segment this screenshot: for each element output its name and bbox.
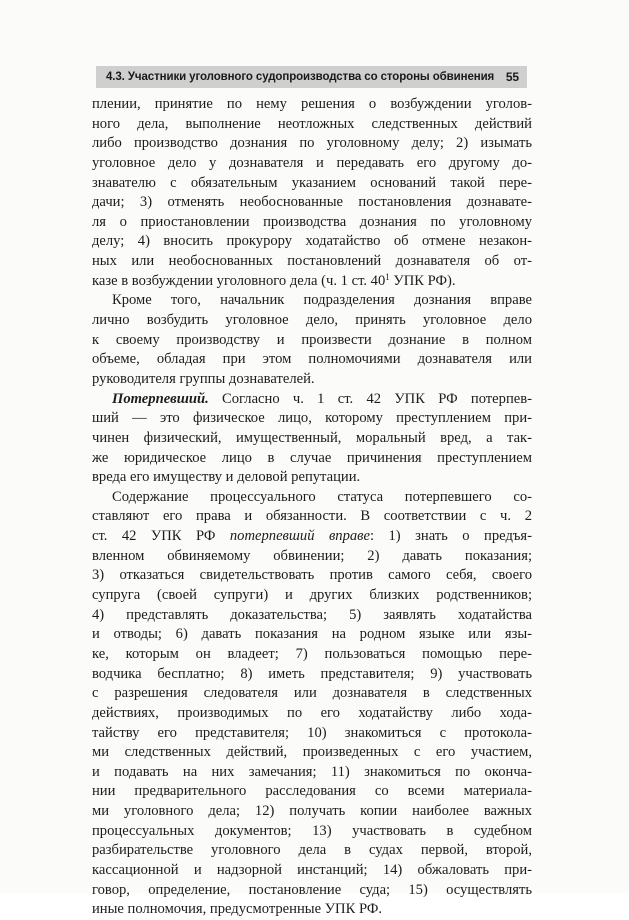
text-line: кассационной и надзорной инстанций; 14) обжаловать при-: [92, 861, 532, 878]
text-line: объеме, обладая при этом полномочиями дознавателя или: [92, 351, 532, 368]
text-line: водчика бесплатно; 8) иметь представителя; 9) участвовать: [92, 665, 532, 682]
text-line: иные полномочия, предусмотренные УПК РФ.: [92, 901, 383, 918]
text-line: супруга (своей супруги) и других близких родственников;: [92, 587, 532, 604]
text-line: говор, определение, постановление суда; 15) осуществлять: [92, 881, 532, 898]
text-line: вленном обвиняемому обвинении; 2) давать показания;: [92, 547, 532, 564]
term-heading: Потерпевший.: [112, 390, 209, 407]
text-fragment: Согласно ч. 1 ст. 42 УПК РФ потерпев-: [208, 390, 532, 407]
text-fragment: ст. 42 УПК РФ: [92, 528, 230, 545]
superscript: 1: [385, 271, 390, 282]
text-line: [92, 272, 532, 292]
text-line: Содержание процессуального статуса потерпевшего со-: [112, 488, 532, 505]
text-line: ший — это физическое лицо, которому преступлением при-: [92, 410, 532, 427]
text-line: действиях, производимых по его ходатайству либо хода-: [92, 704, 532, 721]
text-line: уголовное дело у дознавателя и передавать его другому до-: [92, 154, 532, 171]
text-line: ля о приостановлении производства дознания по уголовному: [92, 213, 532, 230]
text-line: [92, 390, 532, 410]
text-line: чинен физический, имущественный, моральный вред, а так-: [92, 429, 532, 446]
page-number: 55: [505, 70, 519, 84]
text-line: [92, 527, 532, 547]
text-fragment: казе в возбуждении уголовного дела (ч. 1 ст. 40: [92, 272, 386, 289]
text-line: Кроме того, начальник подразделения дознания вправе: [112, 292, 532, 309]
text-line: 4) представлять доказательства; 5) заявлять ходатайства: [92, 606, 532, 623]
header-title: 4.3. Участники уголовного судопроизводства со стороны обвинения: [106, 71, 495, 83]
text-line: ного дела, выполнение неотложных следственных действий: [92, 115, 532, 132]
text-line: же юридическое лицо в случае причинения преступлением: [92, 449, 532, 466]
text-line: с разрешения следователя или дознавателя в следственных: [92, 685, 532, 702]
text-line: дачи; 3) отменять необоснованные постановления дознавате-: [92, 194, 532, 211]
text-line: ных или необоснованных постановлений дознавателя об от-: [92, 253, 532, 270]
text-line: нии предварительного расследования со всеми материала-: [92, 783, 532, 800]
text-line: ставляют его права и обязанности. В соответствии с ч. 2: [92, 508, 532, 525]
text-fragment: УПК РФ).: [389, 272, 456, 289]
italic-term: потерпевший вправе: [229, 528, 370, 545]
text-fragment: : 1) знать о предъя-: [370, 528, 532, 545]
text-line: лично возбудить уголовное дело, принять уголовное дело: [92, 312, 532, 329]
text-line: ми уголовного дела; 12) получать копии наиболее важных: [92, 803, 532, 820]
text-line: либо производство дознания по уголовному делу; 2) изымать: [92, 135, 532, 152]
text-line: знавателю с обязательным указанием оснований такой пере-: [92, 174, 532, 191]
text-line: 3) отказаться свидетельствовать против самого себя, своего: [92, 567, 532, 584]
text-line: плении, принятие по нему решения о возбуждении уголов-: [92, 96, 532, 112]
text-line: к своему производству и произвести дознание в полном: [92, 331, 532, 348]
body-text: [92, 95, 532, 920]
text-line: и подавать на них замечания; 11) знакомиться по оконча-: [92, 763, 532, 780]
running-header: [96, 66, 527, 88]
text-line: разбирательстве уголовного дела в судах первой, второй,: [92, 842, 532, 859]
text-line: ми следственных действий, произведенных с его участием,: [92, 744, 532, 761]
text-line: процессуальных документов; 13) участвовать в судебном: [92, 822, 532, 839]
text-line: ке, которым он владеет; 7) пользоваться помощью пере-: [92, 645, 532, 662]
text-line: тайству его представителя; 10) знакомиться с протокола-: [92, 724, 532, 741]
text-line: делу; 4) вносить прокурору ходатайство об отмене незакон-: [92, 233, 532, 250]
text-line: и отводы; 6) давать показания на родном языке или язы-: [92, 626, 532, 643]
text-line: руководителя группы дознавателей.: [92, 370, 315, 387]
text-line: вреда его имуществу и деловой репутации.: [92, 469, 361, 486]
